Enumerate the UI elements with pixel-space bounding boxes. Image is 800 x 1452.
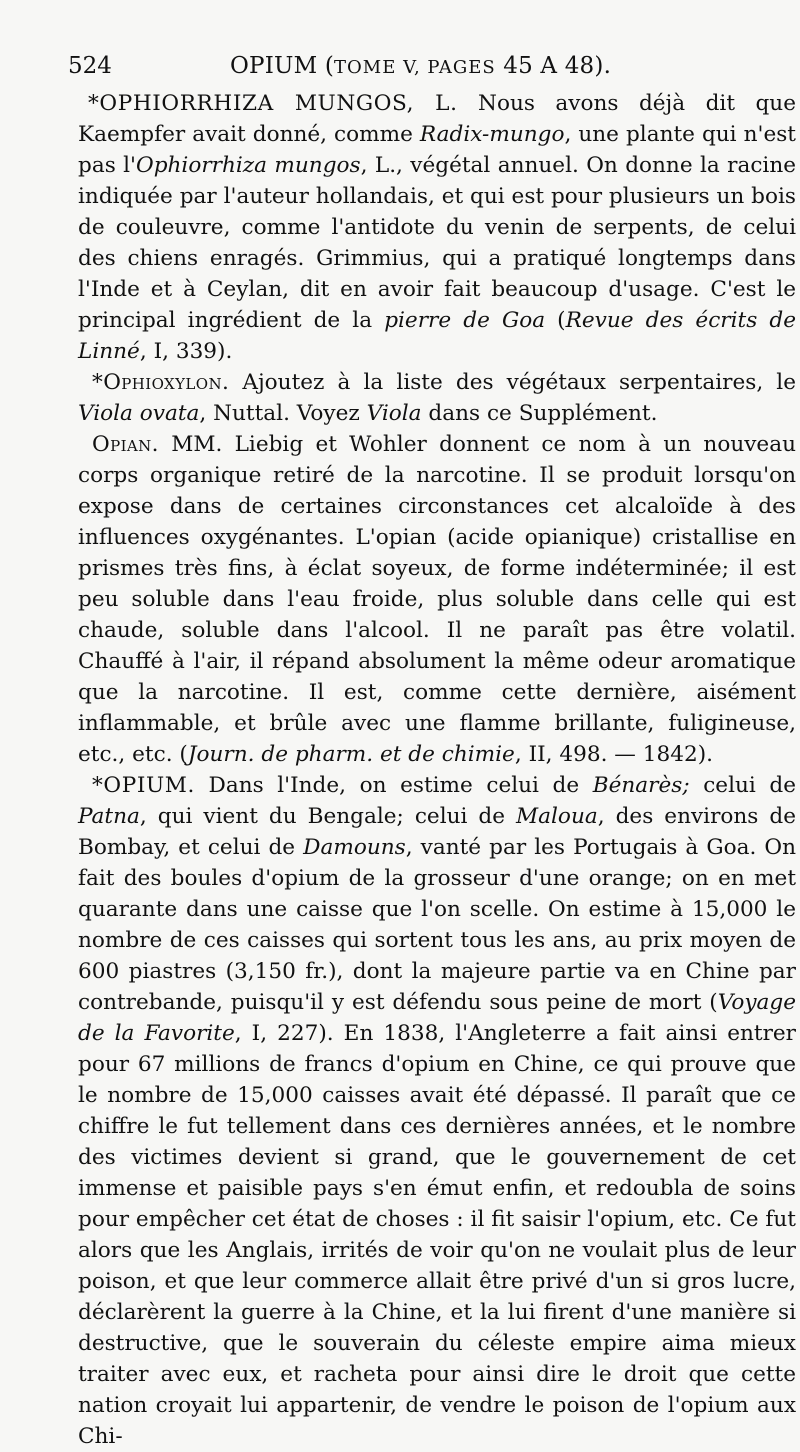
entry-headword: Opian. — [92, 432, 159, 457]
page-number: 524 — [68, 53, 112, 79]
italic-citation-text: Ophiorrhiza mungos — [136, 153, 361, 178]
entry-text: dans ce Supplément. — [421, 401, 658, 426]
italic-citation-text: pierre de Goa — [384, 308, 546, 333]
running-title-main: OPIUM ( — [230, 53, 335, 79]
italic-citation-text: Patna — [78, 804, 140, 829]
entry-headword: *OPIUM. — [92, 773, 195, 798]
italic-citation-text: Maloua — [516, 804, 598, 829]
entry-text: , L., végétal annuel. On donne la racine indiquée par l'auteur hollandais, et qui est pour plusieurs un bois de couleuvre, comme l'antidote du venin de serpents, de celui des chiens enragés. Grimmius, qui a pratiqué longtemps dans l'Inde et à Ceylan, dit en avoir fait beaucoup d'usage. C'est le principal ingrédient de la — [78, 153, 797, 333]
italic-citation-text: Damouns — [303, 835, 406, 860]
entry-text: Nous avons déjà dit que Kaempfer avait donné, comme — [78, 91, 796, 147]
running-title-smallcaps: TOME V, PAGES — [334, 57, 496, 78]
entry-text: , qui vient du Bengale; celui de — [139, 804, 517, 829]
entry-text: Dans l'Inde, on estime celui de — [194, 773, 593, 798]
dictionary-entry — [78, 88, 796, 367]
entry-text: , I, 227). En 1838, l'Angleterre a fait ainsi entrer pour 67 millions de francs d'opium en Chine, ce qui prouve que le nombre de 15,000 caisses avait été dépassé. Il paraît que ce chiffre le fut tellement dans ces dernières années, et le nombre des victimes devient si grand, que le gouvernement de cet immense et paisible pays s'en émut enfin, et redoubla de soins pour empêcher cet état de choses : il fit saisir l'opium, etc. Ce fut alors que les Anglais, irrités de voir qu'on ne voulait plus de leur poison, et que leur commerce allait être privé d'un si gros lucre, déclarèrent la guerre à la Chine, et la lui firent d'une manière si destructive, que le souverain du céleste empire aima mieux traiter avec eux, et racheta pour ainsi dire le droit que cette nation croyait lui appartenir, de vendre le poison de l'opium aux Chi- — [78, 1021, 796, 1449]
entry-text: , I, 339). — [139, 339, 233, 364]
dictionary-entry — [78, 367, 796, 429]
dictionary-entries — [78, 88, 796, 1452]
italic-citation-text: Radix-mungo — [419, 122, 565, 147]
entry-headword: *OPHIORRHIZA MUNGOS, L. — [88, 91, 458, 116]
entry-text: celui de — [689, 773, 796, 798]
running-title — [230, 44, 611, 90]
entry-headword: *Ophioxylon. — [92, 370, 230, 395]
dictionary-entry — [78, 429, 796, 770]
entry-text: , II, 498. — 1842). — [514, 742, 714, 767]
entry-text: , une plante qui n'est pas l' — [78, 122, 796, 178]
italic-citation-text: Journ. de pharm. et de chimie — [187, 742, 515, 767]
running-header — [68, 44, 796, 88]
entry-text: Ajoutez à la liste des végétaux serpentaires, le — [229, 370, 796, 395]
entry-text: , vanté par les Portugais à Goa. On fait des boules d'opium de la grosseur d'une orange; on en met quarante dans une caisse que l'on scelle. On estime à 15,000 le nombre de ces caisses qui sortent tous les ans, au prix moyen de 600 piastres (3,150 fr.), dont la majeure partie va en Chine par contrebande, puisqu'il y est défendu sous peine de mort ( — [78, 835, 796, 1015]
dictionary-entry — [78, 770, 796, 1452]
entry-text: ( — [545, 308, 566, 333]
italic-citation-text: Revue des écrits de Linné — [78, 308, 796, 364]
entry-text: MM. Liebig et Wohler donnent ce nom à un nouveau corps organique retiré de la narcotine. Il se produit lorsqu'on expose dans de certaines circonstances cet alcaloïde à des influences oxygénantes. L'opian (acide opianique) cristallise en prismes très fins, à éclat soyeux, de forme indéterminée; il est peu soluble dans l'eau froide, plus soluble dans celle qui est chaude, soluble dans l'alcool. Il ne paraît pas être volatil. Chauffé à l'air, il répand absolument la même odeur aromatique que la narcotine. Il est, comme cette dernière, aisément inflammable, et brûle avec une flamme brillante, fuligineuse, etc., etc. ( — [78, 432, 796, 767]
running-title-end: 45 A 48). — [495, 53, 612, 79]
entry-text: , des environs de Bombay, et celui de — [78, 804, 796, 860]
italic-citation-text: Viola ovata — [78, 401, 200, 426]
italic-citation-text: Voyage de la Favorite — [78, 990, 796, 1046]
italic-citation-text: Viola — [366, 401, 422, 426]
entry-text: , Nuttal. Voyez — [199, 401, 367, 426]
italic-citation-text: Bénarès; — [592, 773, 690, 798]
